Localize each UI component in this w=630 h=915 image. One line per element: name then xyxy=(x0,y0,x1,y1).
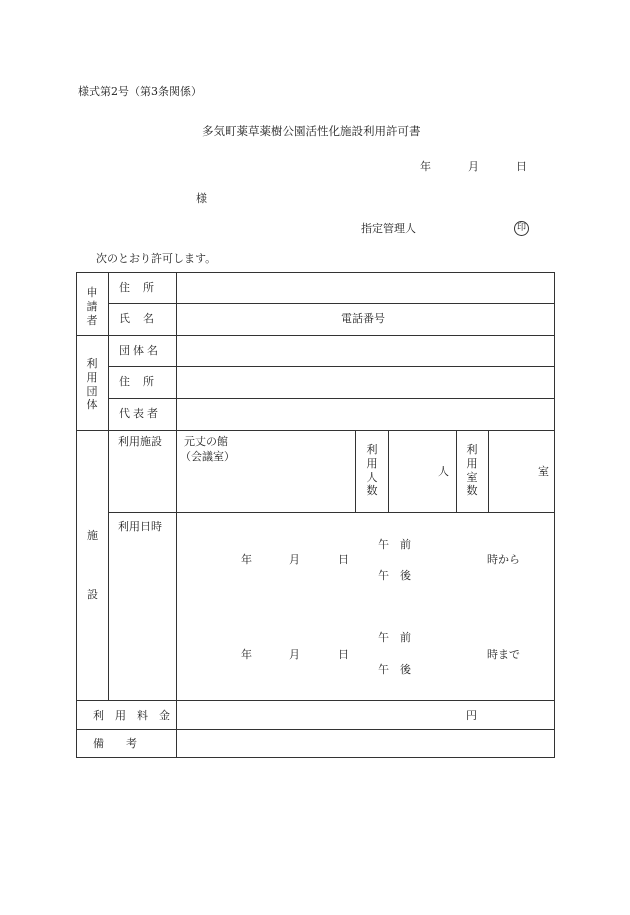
people-count-label: 利 用 人 数 xyxy=(366,443,378,498)
form-title: 多気町薬草薬樹公園活性化施設利用許可書 xyxy=(202,124,421,138)
table-border-bottom xyxy=(76,757,555,758)
room-unit: 室 xyxy=(538,465,549,478)
table-border-left xyxy=(76,272,77,758)
cell-divider xyxy=(355,430,356,512)
group-name-label: 団体名 xyxy=(119,344,161,357)
room-count-label: 利 用 室 数 xyxy=(466,443,478,498)
end-day-label: 日 xyxy=(338,648,349,661)
table-border-top xyxy=(76,272,555,273)
start-month-label: 月 xyxy=(289,553,300,566)
start-pm-label: 午 後 xyxy=(378,569,411,582)
facility-section-char-2: 設 xyxy=(87,588,98,601)
section-divider xyxy=(76,700,555,701)
start-day-label: 日 xyxy=(338,553,349,566)
cell-divider xyxy=(456,430,457,512)
section-divider xyxy=(76,430,555,431)
end-suffix: 時まで xyxy=(487,648,520,661)
remarks-label: 備 考 xyxy=(93,737,137,750)
start-am-label: 午 前 xyxy=(378,538,411,551)
section-column-divider xyxy=(108,272,109,700)
applicant-address-label: 住 所 xyxy=(119,281,155,294)
cell-divider xyxy=(388,430,389,512)
facility-value-line1: 元丈の館 xyxy=(184,435,228,448)
group-section-label: 利 用 団 体 xyxy=(86,357,98,412)
date-month-label: 月 xyxy=(468,160,479,173)
section-divider xyxy=(76,335,555,336)
end-month-label: 月 xyxy=(289,648,300,661)
end-year-label: 年 xyxy=(241,648,252,661)
facility-label: 利用施設 xyxy=(118,435,162,448)
end-pm-label: 午 後 xyxy=(378,663,411,676)
datetime-label: 利用日時 xyxy=(118,520,162,533)
people-unit: 人 xyxy=(438,465,449,478)
end-am-label: 午 前 xyxy=(378,631,411,644)
date-day-label: 日 xyxy=(516,160,527,173)
start-year-label: 年 xyxy=(241,553,252,566)
facility-section-char-1: 施 xyxy=(87,529,98,542)
group-address-label: 住 所 xyxy=(119,375,155,388)
applicant-name-label: 氏 名 xyxy=(119,312,155,325)
date-year-label: 年 xyxy=(420,160,431,173)
fee-unit: 円 xyxy=(466,709,477,722)
seal-icon: 印 xyxy=(514,221,529,236)
intro-text: 次のとおり許可します。 xyxy=(96,252,217,265)
row-divider xyxy=(76,729,555,730)
issuer-label: 指定管理人 xyxy=(361,222,416,235)
label-column-divider xyxy=(176,272,177,758)
cell-divider xyxy=(488,430,489,512)
form-number: 様式第2号（第3条関係） xyxy=(78,85,202,98)
applicant-phone-label: 電話番号 xyxy=(341,312,385,325)
fee-label: 利 用 料 金 xyxy=(93,709,170,722)
addressee-honorific: 様 xyxy=(196,192,207,205)
table-border-right xyxy=(554,272,555,758)
facility-value-line2: （会議室） xyxy=(180,450,235,463)
group-representative-label: 代表者 xyxy=(119,407,161,420)
start-suffix: 時から xyxy=(487,553,520,566)
applicant-section-label: 申 請 者 xyxy=(86,286,98,327)
